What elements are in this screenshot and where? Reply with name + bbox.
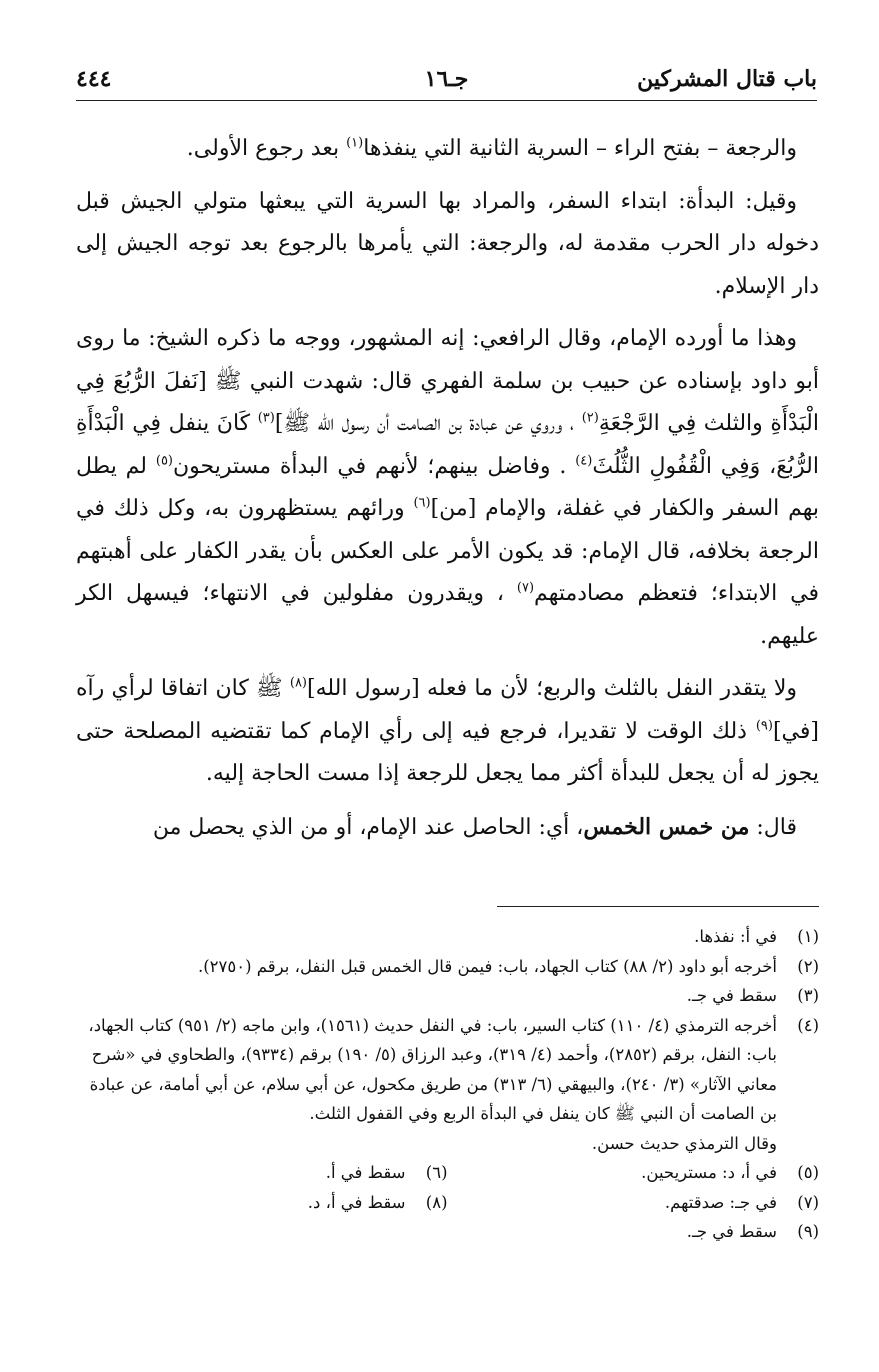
text-run: بعد رجوع الأولى.	[186, 136, 347, 161]
footnote-2	[76, 952, 819, 982]
text-run: والرجعة – بفتح الراء – السرية الثانية التي ينفذها	[363, 136, 797, 161]
text-run: وقيل: البدأة: ابتداء السفر، والمراد بها السرية التي يبعثها متولي الجيش قبل دخوله دار الحرب مقدمة له، والرجعة: التي يأمرها بالرجوع بعد توجه الجيش إلى دار الإسلام.	[76, 188, 819, 299]
footnote-ref-2[interactable]: (٢)	[581, 410, 599, 426]
footnote-text: سقط في جـ.	[686, 986, 777, 1005]
footnote-number: (٤)	[797, 1015, 819, 1035]
footnote-9	[76, 1217, 819, 1247]
footnote-number: (٢)	[797, 956, 819, 976]
footnote-text: في جـ: صدقتهم.	[664, 1192, 777, 1212]
footnote-text: في أ: نفذها.	[694, 927, 777, 946]
footnote-number: (٩)	[797, 1222, 819, 1241]
footnote-number: (١)	[797, 927, 819, 946]
footnote-5	[448, 1158, 820, 1188]
text-run: ﷺ كان اتفاقا لرأي رآه [في]	[76, 676, 819, 744]
footnote-number: (٣)	[797, 986, 819, 1005]
paragraph-3	[76, 318, 819, 658]
footnote-text: سقط في أ.	[325, 1163, 406, 1182]
footnote-number: (٦)	[425, 1163, 448, 1182]
footnote-text: سقط في أ، د.	[307, 1192, 406, 1212]
text-run: ، أي: الحاصل عند الإمام، أو من الذي يحصل من	[152, 814, 584, 840]
footnote-number: (٧)	[797, 1192, 819, 1212]
text-run: ولا يتقدر النفل بالثلث والربع؛ لأن ما فعله [رسول الله]	[307, 676, 797, 701]
text-run: ، ويقدرون مفلولين في الانتهاء؛ فيسهل الكر عليهم.	[76, 581, 819, 649]
paragraph-2	[76, 181, 819, 309]
running-header	[76, 60, 817, 101]
paragraph-1	[76, 128, 819, 171]
footnote-text: أخرجه الترمذي (٤/ ١١٠) كتاب السير، باب: في النفل حديث (١٥٦١)، وابن ماجه (٢/ ٩٥١) كتاب الجهاد، باب: النفل، برقم (٢٨٥٢)، وأحمد (٤/ ٣١٩)، وعبد الرزاق (٥/ ١٩٠) برقم (٩٣٣٤)، والطحاوي في «شرح معاني الآثار» (٣/ ٢٤٠)، والبيهقي (٦/ ٣١٣) من طريق مكحول، عن أبي سلام، عن أبي أمامة، عن عبادة بن الصامت أن النبي ﷺ كان ينفل في البدأة الربع وفي القفول الثلث.	[88, 1015, 777, 1123]
footnote-text: في أ، د: مستريحين.	[641, 1163, 777, 1182]
text-run: وهذا ما أورده الإمام، وقال الرافعي: إنه المشهور، ووجه ما ذكره الشيخ: ما روى أبو داود بإسناده عن حبيب بن سلمة الفهري قال: شهدت النبي ﷺ [نَفلَ الرُّبُعَ فِي الْبَدْأَةِ والثلث فِي الرَّجْعَةِ	[76, 326, 819, 436]
footnote-ref-1[interactable]: (١)	[346, 135, 364, 151]
footnote-4-comment: وقال الترمذي حديث حسن.	[591, 1133, 777, 1153]
main-text	[76, 128, 819, 859]
footnote-ref-6[interactable]: (٦)	[413, 495, 431, 511]
volume-label: جـ١٦	[424, 66, 469, 92]
footnote-6	[76, 1158, 448, 1188]
paragraph-5	[76, 806, 819, 850]
footnote-7	[448, 1188, 820, 1218]
text-run: لم يطل بهم السفر والكفار في غفلة، والإمام [من]	[76, 453, 819, 521]
footnote-4	[76, 1011, 819, 1129]
chapter-title: باب قتال المشركين	[637, 66, 817, 92]
matn-phrase: من خمس الخمس	[583, 813, 750, 840]
text-run: كَانَ ينفل فِي الْبَدْأَةِ الرُّبُعَ، وَفِي الْقُفُولِ الثُّلُثَ	[76, 411, 819, 479]
footnote-ref-4[interactable]: (٤)	[575, 453, 593, 469]
footnote-8	[76, 1188, 448, 1218]
text-run: قال:	[749, 814, 797, 840]
footnote-divider	[497, 906, 819, 907]
text-run: ذلك الوقت لا تقديرا، فرجع فيه إلى رأي الإمام كما تقتضيه المصلحة حتى يجوز له أن يجعل للبدأة أكثر مما يجعل للرجعة إذا مست الحاجة إليه.	[76, 718, 819, 786]
footnote-ref-3[interactable]: (٣)	[257, 410, 275, 426]
footnote-ref-8[interactable]: (٨)	[289, 675, 307, 691]
footnote-ref-9[interactable]: (٩)	[755, 718, 773, 734]
footnote-text: سقط في جـ.	[686, 1222, 777, 1241]
paragraph-4	[76, 668, 819, 796]
footnote-number: (٥)	[797, 1163, 819, 1182]
text-run: ورائهم يستظهرون به، وكل ذلك في الرجعة بخلافه، قال الإمام: قد يكون الأمر على العكس بأن يقدر الكفار على أهبتهم في الابتداء؛ فتعظم مصادمتهم	[76, 496, 819, 606]
footnote-row	[76, 1158, 819, 1188]
page-number: ٤٤٤	[76, 66, 112, 92]
footnote-row	[76, 1188, 819, 1218]
footnote-ref-5[interactable]: (٥)	[155, 453, 173, 469]
footnote-ref-7[interactable]: (٧)	[516, 580, 535, 596]
footnote-3	[76, 981, 819, 1011]
text-run: ، وروي عن عبادة بن الصامت أن رسول الله ﷺ]	[274, 411, 582, 436]
text-run: . وفاضل بينهم؛ لأنهم في البدأة مستريحون	[173, 453, 576, 479]
footnote-number: (٨)	[425, 1192, 448, 1212]
footnote-1	[76, 922, 819, 952]
footnotes	[76, 922, 819, 1247]
footnote-text: أخرجه أبو داود (٢/ ٨٨) كتاب الجهاد، باب: فيمن قال الخمس قبل النفل، برقم (٢٧٥٠).	[197, 956, 777, 976]
